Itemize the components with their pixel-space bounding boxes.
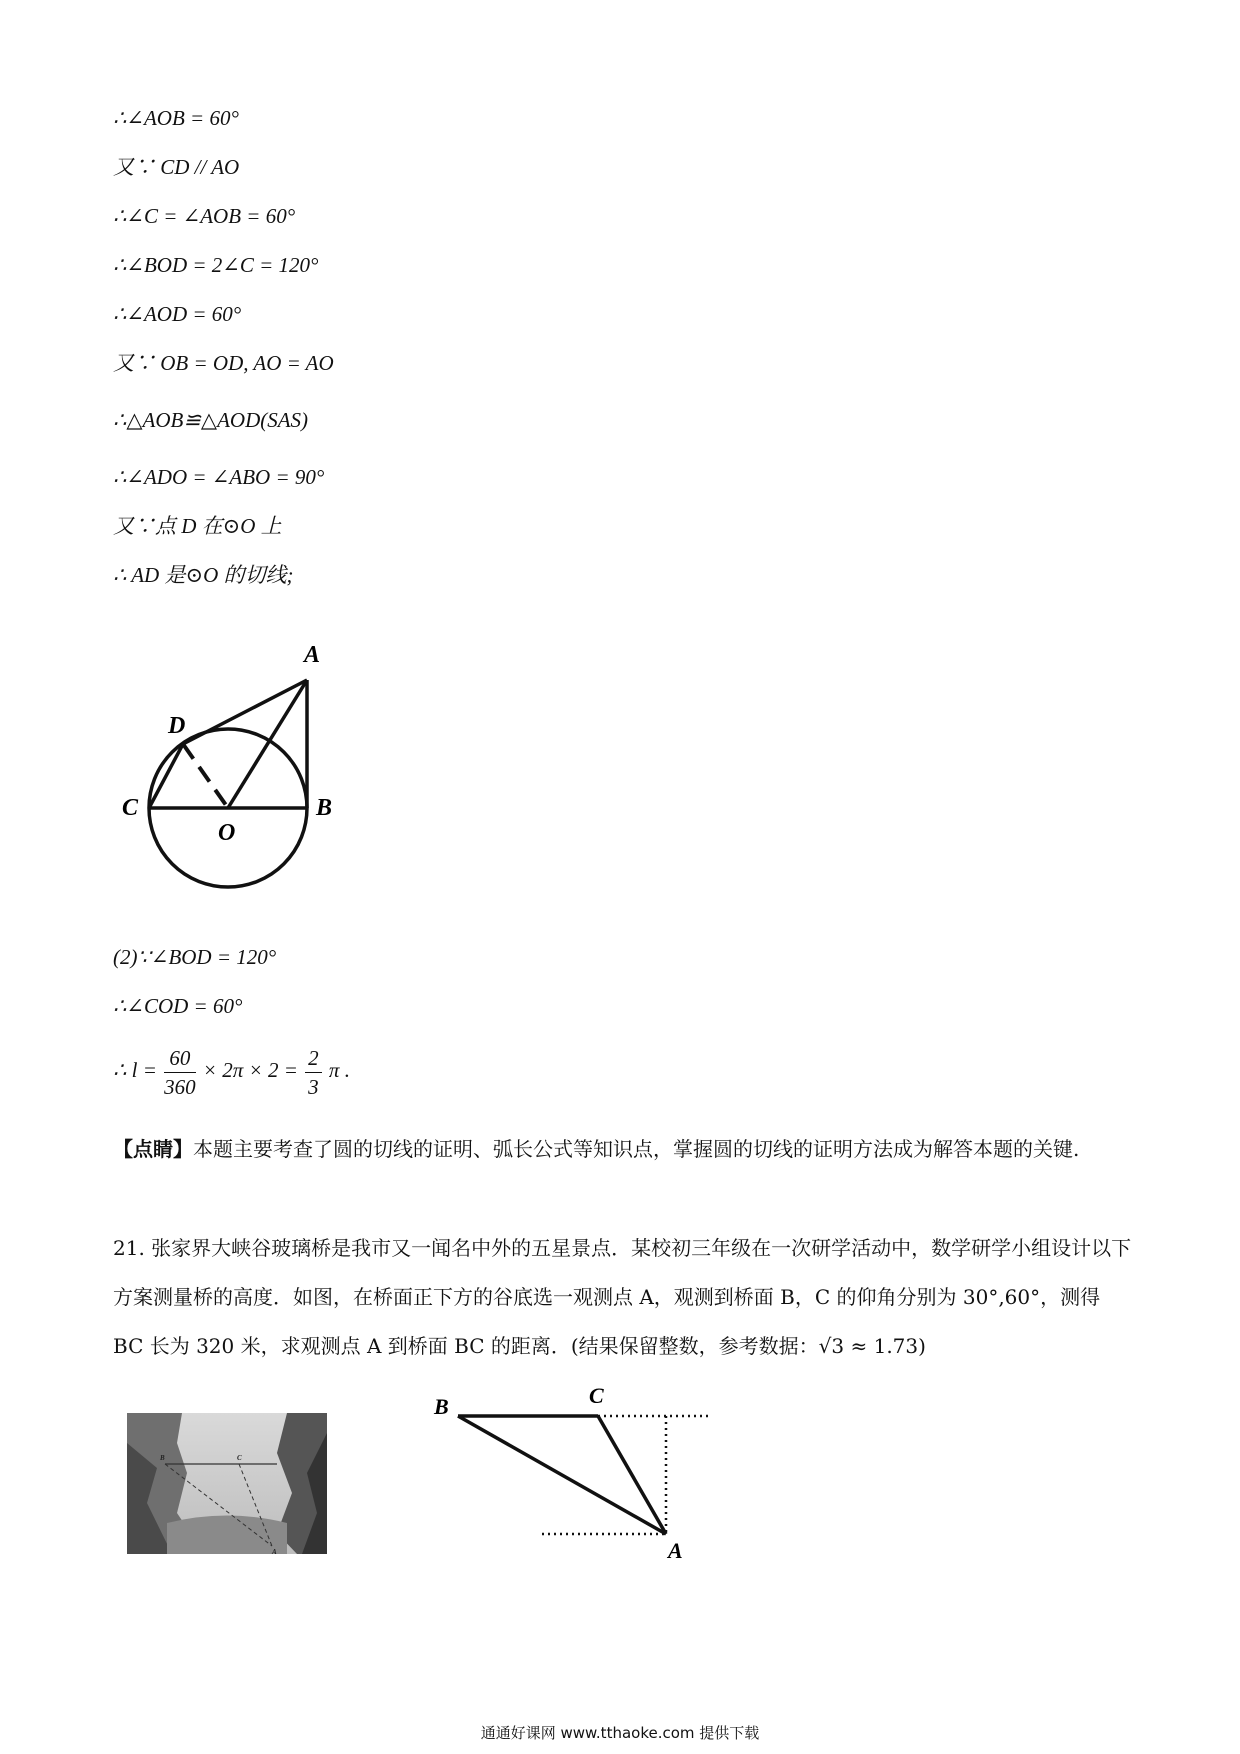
question-text: 张家界大峡谷玻璃桥是我市又一闻名中外的五星景点．某校初三年级在一次研学活动中，数学研学小组设计以下方案测量桥的高度．如图，在桥面正下方的谷底选一观测点 A，观测到桥面 B，C 的仰角分别为 30°,60°，测得 BC 长为 320 米，求观测点 A 到桥面 BC 的距离．(结果保留整数，参考数据：√3 ≈ 1.73) (113, 1236, 1132, 1358)
fig2-label-c: C (589, 1383, 604, 1408)
proof-line-9: 又∵点 D 在⊙O 上 (113, 514, 282, 538)
label-d: D (168, 713, 186, 739)
frac2-numerator: 2 (305, 1044, 322, 1073)
label-c: C (122, 795, 139, 821)
proof-line-7: ∴△AOB≌△AOD(SAS) (113, 408, 309, 432)
canyon-photo (127, 1413, 327, 1554)
fig2-label-a: A (668, 1538, 683, 1563)
proof-line-2: 又∵ CD // AO (113, 155, 240, 179)
part2-line-2: ∴∠COD = 60° (113, 994, 243, 1018)
fig2-label-b: B (434, 1394, 449, 1419)
comment-paragraph (113, 1125, 1133, 1174)
label-o: O (218, 820, 236, 846)
photo-label-b: B (160, 1454, 165, 1462)
question-21 (113, 1224, 1133, 1371)
circle-tangent-figure (118, 635, 348, 895)
fraction-2-3 (305, 1044, 322, 1101)
comment-tag: 【点睛】 (113, 1137, 193, 1161)
label-b: B (316, 795, 333, 821)
photo-label-c: C (237, 1454, 242, 1462)
part2-line-1: (2)∵∠BOD = 120° (113, 945, 277, 969)
frac2-denominator: 3 (308, 1074, 319, 1099)
question-number: 21. (113, 1236, 145, 1260)
arc-length-formula (113, 1040, 350, 1101)
formula-mid: × 2π × 2 = (202, 1058, 298, 1082)
proof-line-3: ∴∠C = ∠AOB = 60° (113, 204, 296, 228)
frac1-denominator: 360 (164, 1074, 196, 1099)
photo-label-a: A (272, 1548, 277, 1554)
formula-prefix: ∴ l = (113, 1058, 157, 1082)
proof-line-8: ∴∠ADO = ∠ABO = 90° (113, 465, 325, 489)
proof-line-1: ∴∠AOB = 60° (113, 106, 239, 130)
comment-text: 本题主要考查了圆的切线的证明、弧长公式等知识点，掌握圆的切线的证明方法成为解答本题的关键. (193, 1137, 1080, 1161)
formula-suffix: π . (328, 1058, 350, 1082)
proof-line-4: ∴∠BOD = 2∠C = 120° (113, 253, 319, 277)
proof-line-5: ∴∠AOD = 60° (113, 302, 242, 326)
fraction-60-360 (164, 1044, 196, 1101)
page-footer: 通通好课网 www.tthaoke.com 提供下载 (480, 1724, 760, 1742)
sightline-ba (458, 1416, 666, 1534)
proof-line-10: ∴ AD 是⊙O 的切线; (113, 563, 294, 587)
segment-do-dashed (183, 744, 228, 808)
frac1-numerator: 60 (164, 1044, 196, 1073)
label-a: A (304, 642, 321, 668)
bridge-triangle-figure (430, 1380, 730, 1570)
proof-line-6: 又∵ OB = OD, AO = AO (113, 351, 334, 375)
